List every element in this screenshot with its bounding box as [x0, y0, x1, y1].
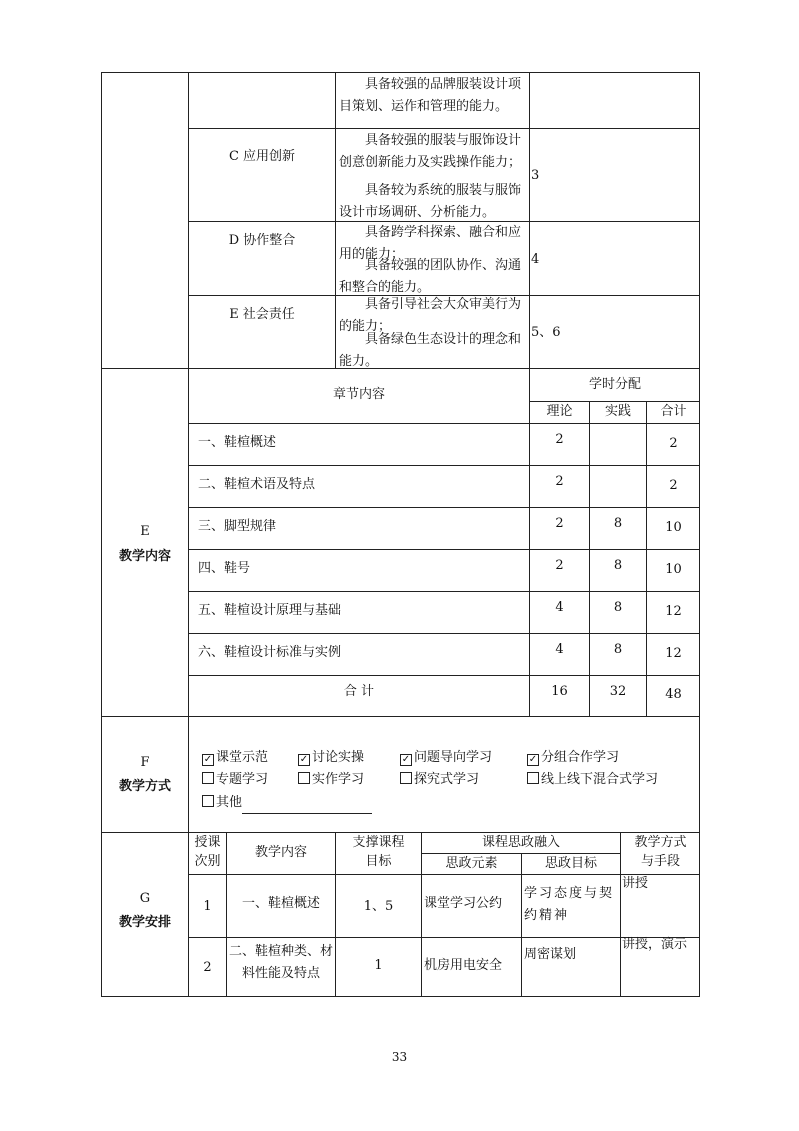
capability-description: 具备较强的团队协作、沟通和整合的能力。: [339, 258, 522, 295]
divider: [529, 72, 530, 368]
section-title: 教学内容: [118, 549, 171, 564]
option-label: 实作学习: [312, 772, 365, 787]
capability-description: 具备引导社会大众审美行为的能力；: [339, 297, 522, 334]
sum-practice: 32: [609, 684, 627, 699]
support-target: 1: [374, 958, 383, 973]
capability-description: 具备绿色生态设计的理念和能力。: [339, 332, 522, 369]
ideology-element: 机房用电安全: [424, 958, 503, 973]
checkbox-icon[interactable]: ✓: [203, 754, 213, 765]
session-number: 1: [203, 899, 212, 914]
checkbox-icon[interactable]: [400, 772, 412, 784]
total-hours: 10: [665, 562, 682, 577]
divider: [188, 549, 700, 550]
session-content: 二、鞋楦种类、材料性能及特点: [229, 944, 334, 981]
column-header: 教学内容: [254, 845, 307, 860]
checkbox-icon[interactable]: [298, 772, 310, 784]
theory-hours: 4: [555, 642, 564, 657]
option-other[interactable]: [202, 792, 372, 814]
sum-total: 48: [665, 687, 682, 702]
capability-description: 具备较强的服装与服饰设计创意创新能力及实践操作能力；: [339, 133, 522, 170]
divider: [188, 507, 700, 508]
capability-description: 具备跨学科探索、融合和应用的能力；: [339, 225, 522, 262]
teaching-method: 讲授: [622, 876, 649, 891]
checkbox-icon[interactable]: [202, 795, 214, 807]
chapter-name: 四、鞋号: [198, 561, 251, 576]
page-number: 33: [391, 1050, 408, 1064]
checkbox-icon[interactable]: ✓: [299, 754, 309, 765]
theory-hours: 2: [555, 474, 564, 489]
option-label: 问题导向学习: [414, 750, 493, 765]
option-label: 其他: [216, 795, 243, 810]
column-header: 次别: [194, 854, 221, 869]
practice-hours: 8: [613, 600, 623, 615]
column-header: 思政元素: [445, 856, 498, 871]
capability-label: D 协作整合: [228, 233, 296, 248]
session-content: 一、鞋楦概述: [241, 896, 320, 911]
chapter-name: 一、鞋楦概述: [198, 435, 277, 450]
theory-hours: 4: [555, 600, 564, 615]
table-border-top: [101, 72, 700, 73]
practice-hours: 8: [613, 516, 623, 531]
checkbox-icon[interactable]: [202, 772, 214, 784]
support-target: 1、5: [363, 899, 394, 914]
divider: [188, 716, 189, 832]
chapter-name: 二、鞋楦术语及特点: [198, 477, 316, 492]
total-hours: 2: [669, 436, 678, 451]
option-label: 探究式学习: [414, 772, 480, 787]
option-blended[interactable]: [527, 769, 658, 791]
checkbox-icon[interactable]: [527, 772, 539, 784]
section-letter: F: [140, 755, 150, 770]
divider: [335, 72, 336, 368]
column-header: 授课: [194, 835, 221, 850]
option-label: 专题学习: [216, 772, 269, 787]
column-header: 课程思政融入: [481, 835, 560, 850]
section-letter: E: [140, 524, 150, 539]
chapter-name: 六、鞋楦设计标准与实例: [198, 645, 342, 660]
option-label: 分组合作学习: [541, 750, 620, 765]
divider: [188, 465, 700, 466]
option-group-cooperation[interactable]: [527, 747, 619, 769]
theory-hours: 2: [555, 432, 564, 447]
total-hours: 2: [669, 478, 678, 493]
divider: [188, 423, 700, 424]
theory-hours: 2: [555, 558, 564, 573]
target-number: 4: [531, 252, 540, 267]
target-number: 3: [531, 168, 540, 183]
capability-description: 具备较强的品牌服装设计项目策划、运作和管理的能力。: [339, 77, 522, 114]
other-input-line[interactable]: [242, 799, 372, 814]
column-header: 与手段: [640, 854, 680, 869]
ideology-goal: 学习态度与契约精神: [524, 886, 615, 923]
column-header: 目标: [365, 854, 392, 869]
option-label: 课堂示范: [216, 750, 269, 765]
section-title: 教学方式: [118, 779, 171, 794]
total-hours: 12: [665, 604, 682, 619]
target-number: 5、6: [531, 325, 561, 340]
total-hours: 10: [665, 520, 682, 535]
chapter-name: 五、鞋楦设计原理与基础: [198, 603, 342, 618]
capability-description: 具备较为系统的服装与服饰设计市场调研、分析能力。: [339, 183, 522, 220]
option-inquiry[interactable]: [400, 769, 479, 791]
checkbox-icon[interactable]: ✓: [528, 754, 538, 765]
sum-theory: 16: [551, 684, 568, 699]
capability-label: C 应用创新: [228, 149, 296, 164]
option-practical[interactable]: [298, 769, 364, 791]
divider: [188, 633, 700, 634]
divider: [101, 716, 700, 717]
option-classroom-demo[interactable]: [202, 747, 268, 769]
checkbox-icon[interactable]: ✓: [401, 754, 411, 765]
divider: [188, 128, 699, 129]
section-letter: G: [139, 891, 151, 906]
ideology-element: 课堂学习公约: [424, 896, 503, 911]
column-header: 学时分配: [588, 377, 641, 392]
teaching-method: 讲授，演示: [622, 937, 688, 952]
option-topic-study[interactable]: [202, 769, 268, 791]
divider: [188, 591, 700, 592]
practice-hours: 8: [613, 558, 623, 573]
column-header: 思政目标: [544, 856, 597, 871]
table-border-bottom: [101, 996, 700, 997]
option-label: 讨论实操: [312, 750, 365, 765]
practice-hours: 8: [613, 642, 623, 657]
sum-label: 合 计: [343, 684, 375, 699]
chapter-name: 三、脚型规律: [198, 519, 277, 534]
column-header: 教学方式: [634, 835, 687, 850]
capability-label: E 社会责任: [229, 307, 295, 322]
column-header: 理论: [546, 404, 573, 419]
column-header: 支撑课程: [352, 835, 405, 850]
section-title: 教学安排: [118, 915, 171, 930]
option-label: 线上线下混合式学习: [541, 772, 659, 787]
session-number: 2: [203, 960, 212, 975]
total-hours: 12: [665, 646, 682, 661]
divider: [188, 675, 700, 676]
option-discussion[interactable]: [298, 747, 364, 769]
column-header: 实践: [604, 404, 631, 419]
column-header: 合计: [660, 404, 687, 419]
option-problem-oriented[interactable]: [400, 747, 492, 769]
theory-hours: 2: [555, 516, 564, 531]
divider: [188, 368, 189, 716]
ideology-goal: 周密谋划: [524, 947, 577, 962]
column-header: 章节内容: [332, 387, 385, 402]
